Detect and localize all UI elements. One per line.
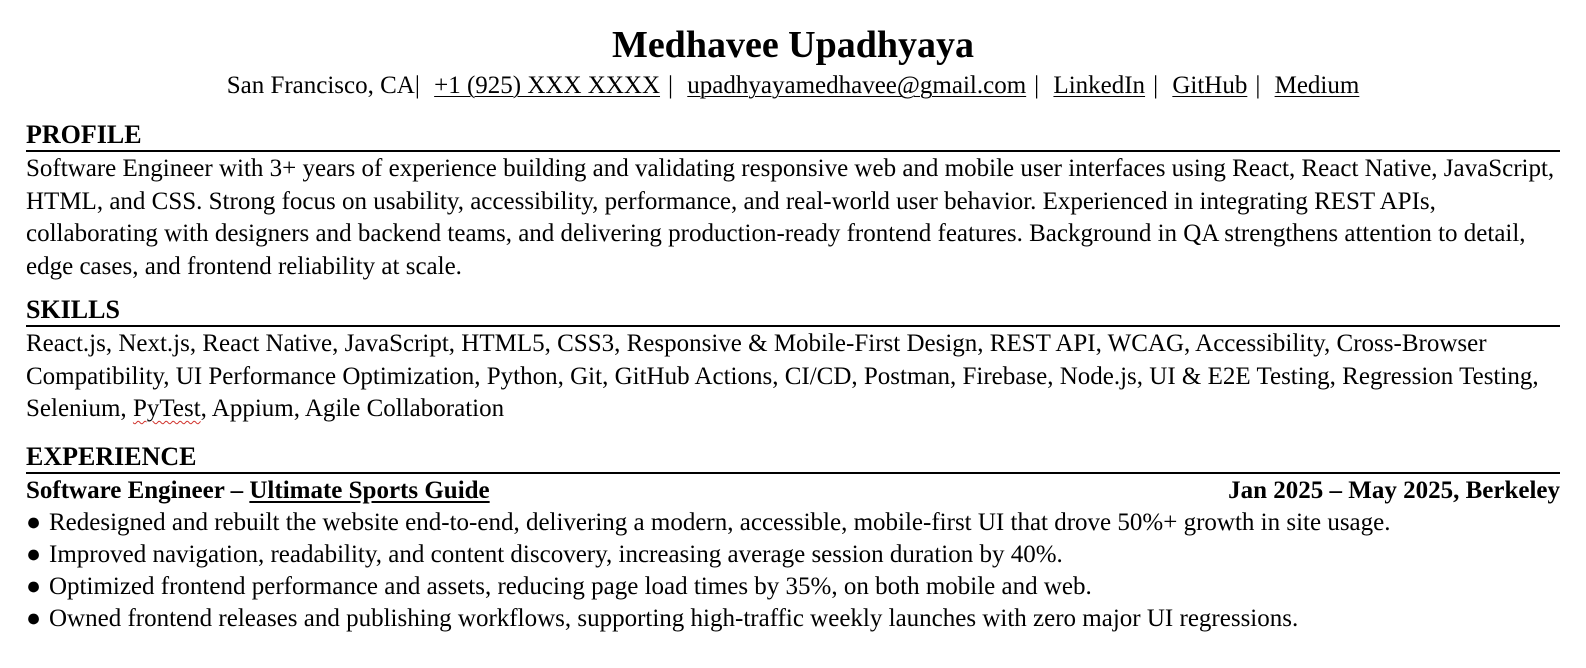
list-item bbox=[26, 603, 1560, 635]
separator: | bbox=[414, 72, 420, 99]
list-item bbox=[26, 571, 1560, 603]
separator: | bbox=[668, 72, 674, 99]
bullet-icon: ● bbox=[26, 540, 42, 568]
phone-link[interactable]: +1 (925) XXX XXXX bbox=[434, 72, 661, 99]
separator: | bbox=[1255, 72, 1261, 99]
contact-line bbox=[26, 70, 1560, 102]
bullet-text: Redesigned and rebuilt the website end-to-end, delivering a modern, accessible, mobile-first UI that drove 50%+ growth in site usage. bbox=[49, 508, 1391, 536]
skills-section bbox=[26, 295, 1560, 426]
skills-text bbox=[26, 328, 1560, 426]
job-bullet-list bbox=[26, 507, 1560, 635]
separator: | bbox=[1034, 72, 1040, 99]
profile-heading: PROFILE bbox=[26, 120, 1560, 152]
bullet-text: Improved navigation, readability, and content discovery, increasing average session duration by 40%. bbox=[49, 540, 1063, 568]
skills-text-part-2: , Appium, Agile Collaboration bbox=[200, 395, 505, 422]
experience-heading: EXPERIENCE bbox=[26, 442, 1560, 474]
skills-heading: SKILLS bbox=[26, 295, 1560, 327]
job-entry bbox=[26, 475, 1560, 635]
bullet-text: Owned frontend releases and publishing workflows, supporting high-traffic weekly launches with zero major UI regressions. bbox=[49, 604, 1299, 632]
separator: | bbox=[1153, 72, 1159, 99]
profile-text: Software Engineer with 3+ years of experience building and validating responsive web and mobile user interfaces using React, React Native, JavaScript, HTML, and CSS. Strong focus on usability, accessibility, performance, and real-world user behavior. Experienced in integrating REST APIs, collaborating with designers and backend teams, and delivering production-ready frontend features. Background in QA strengthens attention to detail, edge cases, and frontend reliability at scale. bbox=[26, 155, 1555, 280]
linkedin-link[interactable]: LinkedIn bbox=[1053, 72, 1146, 99]
skills-text-part-1: React.js, Next.js, React Native, JavaScript, HTML5, CSS3, Responsive & Mobile-First Design, REST API, WCAG, Accessibility, Cross-Browser Compatibility, UI Performance Optimization, Python, Git, GitHub Actions, CI/CD, Postman, Firebase, Node.js, UI & E2E Testing, Regression Testing, Selenium, bbox=[26, 330, 1539, 422]
email-link[interactable]: upadhyayamedhavee@gmail.com bbox=[687, 72, 1027, 99]
company-link[interactable]: Ultimate Sports Guide bbox=[249, 476, 490, 504]
github-link[interactable]: GitHub bbox=[1172, 72, 1248, 99]
experience-section bbox=[26, 442, 1560, 635]
list-item bbox=[26, 539, 1560, 571]
job-role: Software Engineer – bbox=[26, 476, 250, 504]
job-title-line bbox=[26, 475, 490, 507]
candidate-name: Medhavee Upadhyaya bbox=[611, 24, 975, 66]
job-dates-location: Jan 2025 – May 2025, Berkeley bbox=[1228, 476, 1560, 504]
profile-section bbox=[26, 120, 1560, 283]
spellcheck-flagged-word[interactable]: PyTest bbox=[132, 395, 201, 422]
bullet-icon: ● bbox=[26, 508, 42, 536]
bullet-text: Optimized frontend performance and assets, reducing page load times by 35%, on both mobile and web. bbox=[49, 572, 1092, 600]
medium-link[interactable]: Medium bbox=[1274, 72, 1360, 99]
location-text: San Francisco, CA bbox=[226, 72, 415, 99]
bullet-icon: ● bbox=[26, 604, 42, 632]
bullet-icon: ● bbox=[26, 572, 42, 600]
list-item bbox=[26, 507, 1560, 539]
job-header bbox=[26, 475, 1560, 507]
